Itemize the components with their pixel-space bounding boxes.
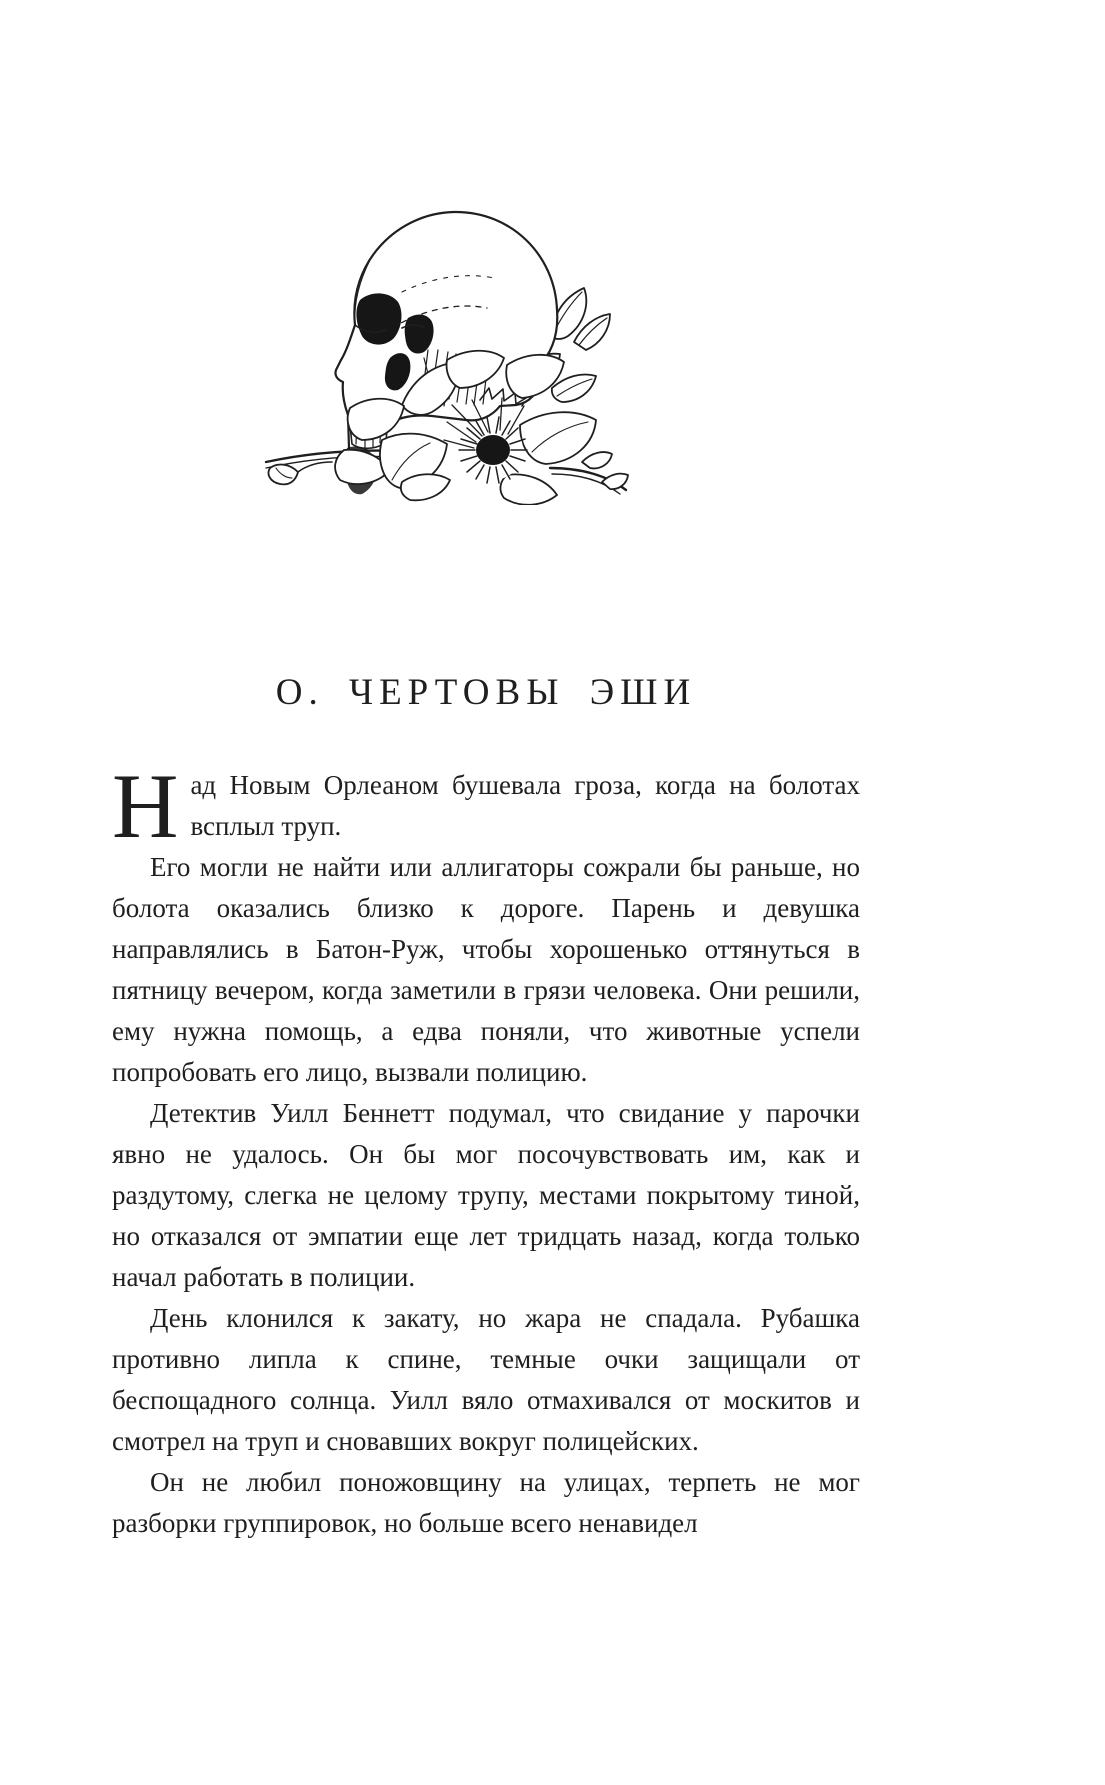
paragraph: [112, 755, 860, 857]
body-text: [112, 755, 860, 1544]
paragraph: Его могли не найти или аллигаторы сожрали бы раньше, но болота оказались близко к дороге. Парень и девушка направлялись в Батон-Руж, чтобы хорошенько оттянуться в пятницу вечером, когда заметили в грязи человека. Они решили, ему нужна помощь, а едва поняли, что животные успели попробовать его лицо, вызвали полицию.: [112, 852, 860, 1087]
paragraph: День клонился к закату, но жара не спадала. Рубашка противно липла к спине, темные очки защищали от беспощадного солнца. Уилл вяло отмахивался от москитов и смотрел на труп и сновавших вокруг полицейских.: [112, 1303, 860, 1456]
paragraph-text: ад Новым Орлеаном бушевала гроза, когда на болотах всплыл труп.: [190, 770, 860, 841]
paragraph: Детектив Уилл Беннетт подумал, что свидание у парочки явно не удалось. Он бы мог посочувствовать им, как и раздутому, слегка не целому трупу, местами покрытому тиной, но отказался от эмпатии еще лет тридцать назад, когда только начал работать в полиции.: [112, 1098, 860, 1292]
skull-flower-illustration: [252, 200, 632, 505]
paragraph: Он не любил поножовщину на улицах, терпеть не мог разборки группировок, но больше всего ненавидел: [112, 1467, 860, 1538]
branch: [266, 450, 628, 494]
chapter-title: О. ЧЕРТОВЫ ЭШИ: [275, 672, 697, 713]
drop-cap: Н: [112, 755, 179, 857]
skull-illustration-svg: [252, 200, 632, 505]
